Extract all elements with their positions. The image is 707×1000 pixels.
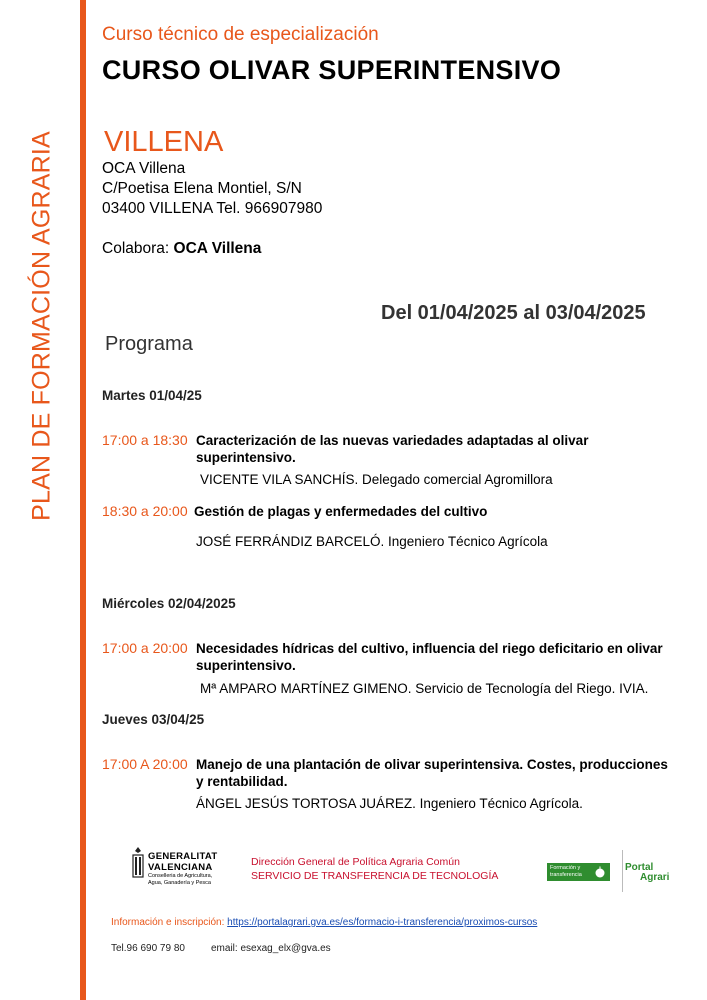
session-topic: y rentabilidad. <box>196 774 288 789</box>
collaborator-label: Colabora: <box>102 240 170 257</box>
session-topic: Gestión de plagas y enfermedades del cultivo <box>194 504 488 519</box>
info-link[interactable]: https://portalagrari.gva.es/es/formacio-i-transferencia/proximos-cursos <box>227 917 538 928</box>
ft-line1: Formación y <box>550 865 581 871</box>
day-2-label: Miércoles 02/04/2025 <box>102 596 236 611</box>
gv-line4: Agua, Ganadería y Pesca <box>148 880 211 886</box>
session-topic: superintensivo. <box>196 450 296 465</box>
session-time: 18:30 a 20:00 <box>102 503 188 519</box>
session-topic: Caracterización de las nuevas variedades adaptadas al olivar <box>196 433 589 448</box>
contact-email: email: esexag_elx@gva.es <box>211 943 331 954</box>
session-speaker: VICENTE VILA SANCHÍS. Delegado comercial Agromillora <box>200 472 553 487</box>
session-time: 17:00 A 20:00 <box>102 756 188 772</box>
portal-agrari-logo <box>622 850 682 892</box>
gv-line2: VALENCIANA <box>148 862 213 873</box>
session-topic: superintensivo. <box>196 658 296 673</box>
collaborator <box>102 240 261 258</box>
generalitat-emblem-icon <box>131 847 145 881</box>
program-heading: Programa <box>105 333 193 355</box>
day-3-label: Jueves 03/04/25 <box>102 712 205 727</box>
session-time: 17:00 a 20:00 <box>102 640 188 656</box>
session-speaker: JOSÉ FERRÁNDIZ BARCELÓ. Ingeniero Técnico Agrícola <box>196 534 548 549</box>
collaborator-value: OCA Villena <box>173 240 262 257</box>
portal-line2: Agrari <box>640 872 670 883</box>
formacion-transferencia-logo <box>547 863 610 881</box>
session-time: 17:00 a 18:30 <box>102 432 188 448</box>
info-line <box>111 917 537 928</box>
dg-service: SERVICIO DE TRANSFERENCIA DE TECNOLOGÍA <box>251 870 499 882</box>
session-speaker: Mª AMPARO MARTÍNEZ GIMENO. Servicio de Tecnología del Riego. IVIA. <box>200 681 649 696</box>
location-name: OCA Villena <box>102 160 186 177</box>
course-dates: Del 01/04/2025 al 03/04/2025 <box>381 302 646 324</box>
apple-icon <box>594 866 606 878</box>
portal-divider <box>622 850 623 892</box>
contact-phone: Tel.96 690 79 80 <box>111 943 185 954</box>
session-topic: Necesidades hídricas del cultivo, influencia del riego deficitario en olivar <box>196 641 663 656</box>
ft-line2: transferencia <box>550 872 582 878</box>
gv-line1: GENERALITAT <box>148 851 218 862</box>
info-label: Información e inscripción: <box>111 917 225 928</box>
location-address: C/Poetisa Elena Montiel, S/N <box>102 180 302 197</box>
location-city: VILLENA <box>104 126 224 158</box>
dg-name: Dirección General de Política Agraria Común <box>251 856 460 868</box>
portal-line1: Portal <box>625 862 654 873</box>
side-title-text: PLAN DE FORMACIÓN AGRARIA <box>27 131 56 521</box>
location-postal-phone: 03400 VILLENA Tel. 966907980 <box>102 200 323 217</box>
course-title: CURSO OLIVAR SUPERINTENSIVO <box>102 55 562 85</box>
session-topic: Manejo de una plantación de olivar superintensiva. Costes, producciones <box>196 757 668 772</box>
day-1-label: Martes 01/04/25 <box>102 388 202 403</box>
generalitat-logo <box>131 845 241 890</box>
gv-line3: Conselleria de Agricultura, <box>148 873 213 879</box>
session-speaker: ÁNGEL JESÚS TORTOSA JUÁREZ. Ingeniero Técnico Agrícola. <box>196 796 583 811</box>
course-subtitle: Curso técnico de especialización <box>102 24 379 45</box>
side-accent-bar <box>80 0 86 1000</box>
